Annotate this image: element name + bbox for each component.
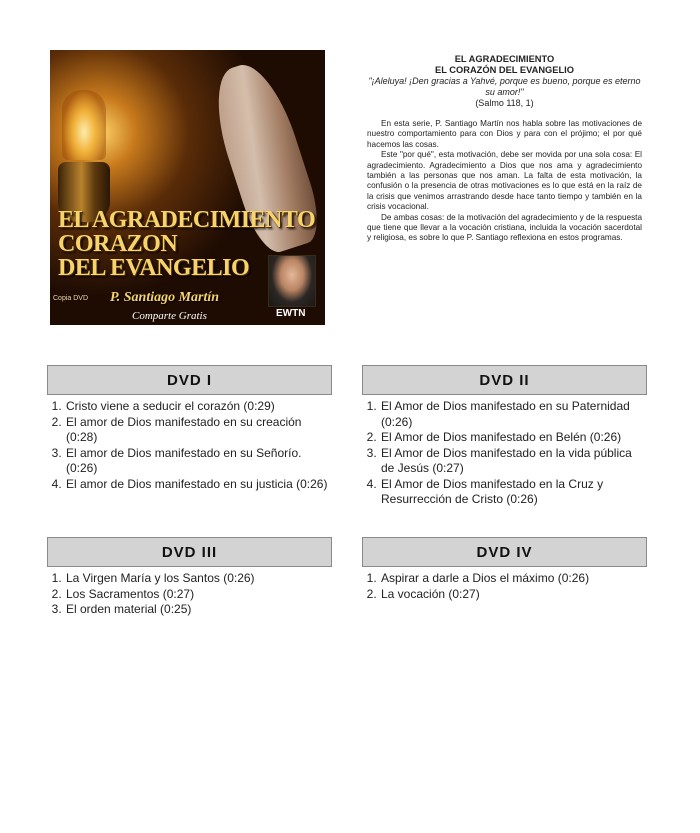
dvd-header: DVD II — [362, 365, 647, 395]
description-paragraph: En esta serie, P. Santiago Martín nos habla sobre las motivaciones de nuestro comportamiento para con Dios y para con el prójimo; el por qué hacemos las cosas. — [367, 119, 642, 149]
episode-list — [362, 571, 647, 602]
cover-title-line: CORAZON — [58, 231, 178, 257]
episode-item: 2. La vocación (0:27) — [380, 587, 647, 603]
episode-item: 2. El Amor de Dios manifestado en Belén (0:26) — [380, 430, 647, 446]
oil-lamp-graphic — [62, 90, 106, 160]
episode-item: 3. El Amor de Dios manifestado en la vida pública de Jesús (0:27) — [380, 446, 647, 477]
episode-item: 1. El Amor de Dios manifestado en su Paternidad (0:26) — [380, 399, 647, 430]
author-portrait — [268, 255, 316, 307]
series-description — [367, 54, 642, 244]
episode-item: 1. La Virgen María y los Santos (0:26) — [65, 571, 332, 587]
dvd-section-4 — [362, 537, 647, 602]
dvd-section-2 — [362, 365, 647, 508]
cover-title-line: DEL EVANGELIO — [58, 255, 250, 281]
share-text: Comparte Gratis — [132, 310, 207, 322]
episode-item: 3. El orden material (0:25) — [65, 602, 332, 618]
dvd-section-1 — [47, 365, 332, 492]
series-subtitle: EL CORAZÓN DEL EVANGELIO — [435, 65, 574, 75]
dvd-cover-image — [50, 50, 325, 325]
episode-item: 2. Los Sacramentos (0:27) — [65, 587, 332, 603]
episode-item: 4. El Amor de Dios manifestado en la Cruz y Resurrección de Cristo (0:26) — [380, 477, 647, 508]
episode-list — [47, 571, 332, 618]
scripture-quote: "¡Aleluya! ¡Den gracias a Yahvé, porque es bueno, porque es eterno su amor!" — [368, 76, 641, 97]
dvd-header: DVD III — [47, 537, 332, 567]
episode-item: 3. El amor de Dios manifestado en su Señorío. (0:26) — [65, 446, 332, 477]
series-title: EL AGRADECIMIENTO — [454, 54, 555, 64]
episode-list — [362, 399, 647, 508]
description-paragraph: Este "por qué", esta motivación, debe ser movida por una sola cosa: El agradecimiento. Agradecimiento a Dios que nos ama y agradecimiento también a las personas que nos aman. La falta de esta motivación, la confusión o la presencia de otras motivaciones es lo que está en la raíz de la crisis que venimos arrastrando desde hace tanto tiempo y también en la crisis vocacional. — [367, 150, 642, 212]
episode-list — [47, 399, 332, 492]
description-paragraph: De ambas cosas: de la motivación del agradecimiento y de la respuesta que tiene que llevar a la vocación cristiana, incluida la vocación sacerdotal y religiosa, es sobre lo que P. Santiago reflexiona en estos programas. — [367, 212, 642, 243]
episode-item: 1. Aspirar a darle a Dios el máximo (0:26) — [380, 571, 647, 587]
episode-item: 4. El amor de Dios manifestado en su justicia (0:26) — [65, 477, 332, 493]
dvd-header: DVD I — [47, 365, 332, 395]
ewtn-logo: EWTN — [276, 308, 306, 319]
cover-author: P. Santiago Martín — [110, 290, 220, 305]
copy-note: Copia DVD — [53, 295, 89, 302]
dvd-header: DVD IV — [362, 537, 647, 567]
episode-item: 1. Cristo viene a seducir el corazón (0:29) — [65, 399, 332, 415]
episode-item: 2. El amor de Dios manifestado en su creación (0:28) — [65, 415, 332, 446]
cover-title-line: EL AGRADECIMIENTO — [58, 207, 316, 233]
scripture-reference: (Salmo 118, 1) — [475, 98, 534, 108]
dvd-section-3 — [47, 537, 332, 618]
